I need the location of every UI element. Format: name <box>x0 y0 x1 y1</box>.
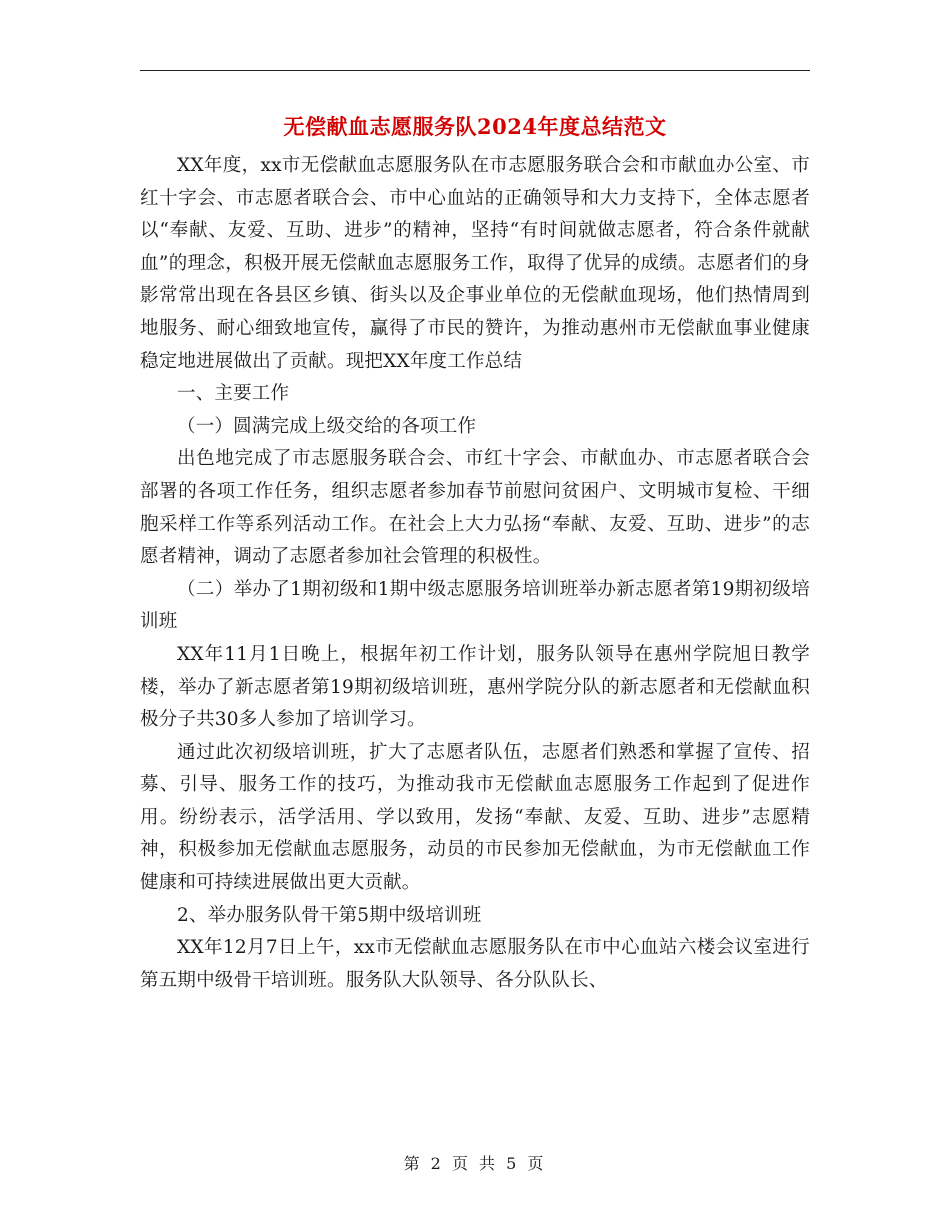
document-body <box>140 150 810 997</box>
paragraph-training-19: XX年11月1日晚上，根据年初工作计划，服务队领导在惠州学院旭日教学楼，举办了新志愿者第19期初级培训班，惠州学院分队的新志愿者和无偿献血积极分子共30多人参加了培训学习。 <box>140 643 810 731</box>
page-number: 第 2 页 共 5 页 <box>403 1154 547 1173</box>
paragraph-intro: XX年度，xx市无偿献血志愿服务队在市志愿服务联合会和市献血办公室、市红十字会、市志愿者联合会、市中心血站的正确领导和大力支持下，全体志愿者以“奉献、友爱、互助、进步”的精神，坚持“有时间就做志愿者，符合条件就献血”的理念，积极开展无偿献血志愿服务工作，取得了优异的成绩。志愿者们的身影常常出现在各县区乡镇、街头以及企事业单位的无偿献血现场，他们热情周到地服务、耐心细致地宣传，赢得了市民的赞许，为推动惠州市无偿献血事业健康稳定地进展做出了贡献。现把XX年度工作总结 <box>140 155 810 372</box>
header-rule <box>140 70 810 71</box>
item-heading-2: 2、举办服务队骨干第5期中级培训班 <box>177 904 482 926</box>
paragraph-training-5: XX年12月7日上午，xx市无偿献血志愿服务队在市中心血站六楼会议室进行第五期中级骨干培训班。服务队大队领导、各分队队长、 <box>140 937 810 991</box>
document-title: 无偿献血志愿服务队2024年度总结范文 <box>283 114 667 139</box>
section-heading-main-work: 一、主要工作 <box>177 383 290 405</box>
subsection-heading-2: （二）举办了1期初级和1期中级志愿服务培训班举办新志愿者第19期初级培训班 <box>140 578 810 633</box>
paragraph-tasks: 出色地完成了市志愿服务联合会、市红十字会、市献血办、市志愿者联合会部署的各项工作任务，组织志愿者参加春节前慰问贫困户、文明城市复检、干细胞采样工作等系列活动工作。在社会上大力弘扬“奉献、友爱、互助、进步”的志愿者精神，调动了志愿者参加社会管理的积极性。 <box>140 448 810 568</box>
paragraph-training-outcome: 通过此次初级培训班，扩大了志愿者队伍，志愿者们熟悉和掌握了宣传、招募、引导、服务工作的技巧，为推动我市无偿献血志愿服务工作起到了促进作用。纷纷表示，活学活用、学以致用，发扬“奉献、友爱、互助、进步”志愿精神，积极参加无偿献血志愿服务，动员的市民参加无偿献血，为市无偿献血工作健康和可持续进展做出更大贡献。 <box>140 741 810 894</box>
subsection-heading-1: （一）圆满完成上级交给的各项工作 <box>177 415 477 437</box>
